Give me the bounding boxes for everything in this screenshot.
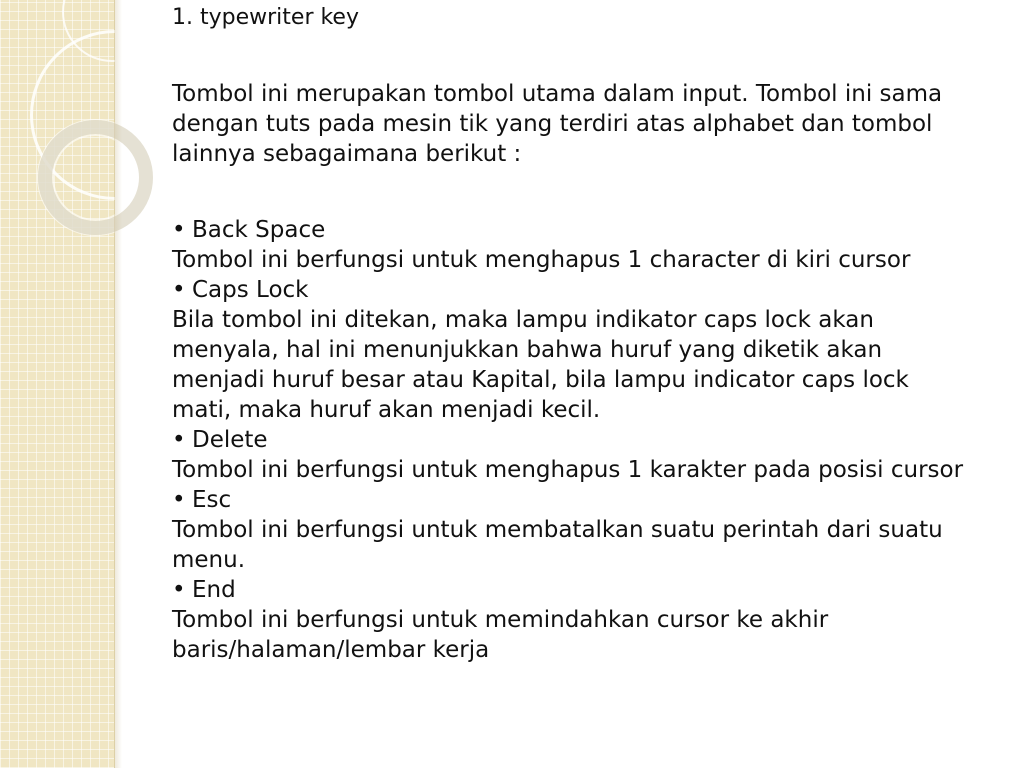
list-item — [172, 485, 972, 575]
bullet-icon: • — [172, 427, 186, 453]
list-item-description: Bila tombol ini ditekan, maka lampu indikator caps lock akan menyala, hal ini menunjukkan bahwa huruf yang diketik akan menjadi huruf besar atau Kapital, bila lampu indicator caps lock mati, maka huruf akan menjadi kecil. — [172, 307, 909, 423]
key-list — [172, 215, 972, 665]
list-item-description: Tombol ini berfungsi untuk membatalkan suatu perintah dari suatu menu. — [172, 517, 943, 573]
bullet-icon: • — [172, 577, 186, 603]
intro-paragraph: Tombol ini merupakan tombol utama dalam input. Tombol ini sama dengan tuts pada mesin tik yang terdiri atas alphabet dan tombol lainnya sebagaimana berikut : — [172, 81, 943, 167]
decorative-ring-medium — [38, 120, 153, 235]
list-item — [172, 425, 972, 485]
list-item-name: • Esc — [172, 487, 232, 513]
list-item-name: • Delete — [172, 427, 268, 453]
list-item-description: Tombol ini berfungsi untuk menghapus 1 character di kiri cursor — [172, 247, 911, 273]
slide-content — [172, 3, 972, 665]
bullet-icon: • — [172, 277, 186, 303]
list-item — [172, 275, 972, 425]
list-item-description: Tombol ini berfungsi untuk menghapus 1 karakter pada posisi cursor — [172, 457, 964, 483]
bullet-icon: • — [172, 217, 186, 243]
list-item — [172, 215, 972, 275]
sidebar-shadow — [114, 0, 122, 768]
list-item-description: Tombol ini berfungsi untuk memindahkan cursor ke akhir baris/halaman/lembar kerja — [172, 607, 829, 663]
slide-title: 1. typewriter key — [172, 5, 359, 30]
list-item-name: • Back Space — [172, 217, 326, 243]
list-item-name: • End — [172, 577, 236, 603]
bullet-icon: • — [172, 487, 186, 513]
decorative-sidebar — [0, 0, 115, 768]
list-item-name: • Caps Lock — [172, 277, 309, 303]
list-item — [172, 575, 972, 665]
